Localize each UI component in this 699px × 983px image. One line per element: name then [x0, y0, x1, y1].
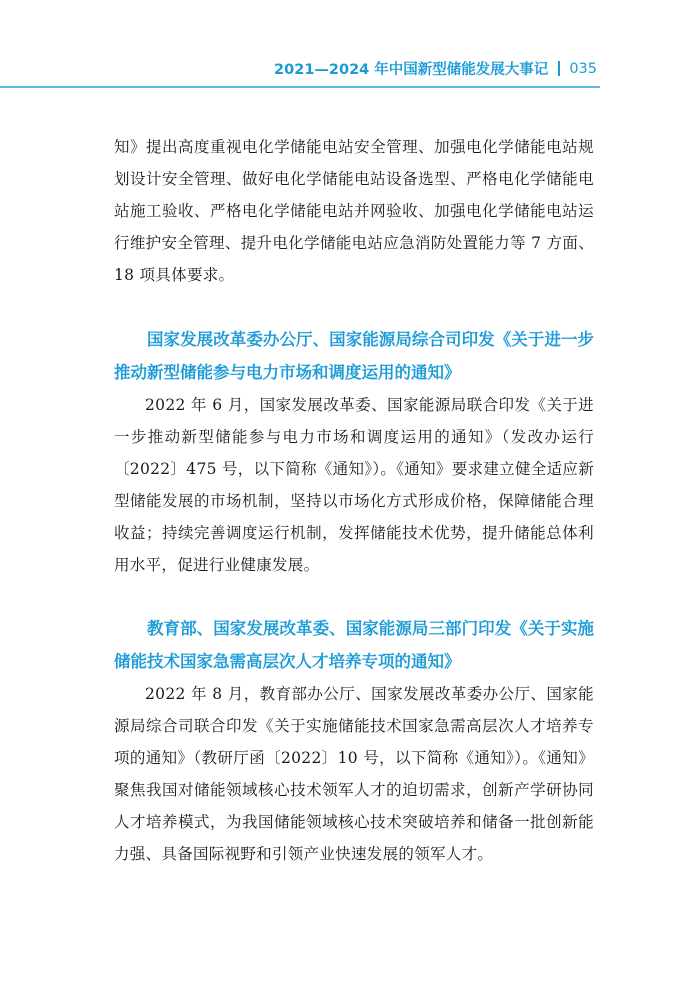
header-title: 2021—2024 年中国新型储能发展大事记 — [274, 62, 549, 78]
header-separator — [558, 61, 560, 76]
section-2-body: 2022 年 8 月，教育部办公厅、国家发展改革委办公厅、国家能源局综合司联合印发《关于实施储能技术国家急需高层次人才培养专项的通知》（教研厅函〔2022〕10 号，以下简称《通知》）。《通知》聚焦我国对储能领域核心技术领军人才的迫切需求，创新产学研协同人才培养模式，为我国储能领域核心技术突破培养和储备一批创新能力强、具备国际视野和引领产业快速发展的领军人才。 — [114, 685, 594, 863]
intro-paragraph: 知》提出高度重视电化学储能电站安全管理、加强电化学储能电站规划设计安全管理、做好电化学储能电站设备选型、严格电化学储能电站施工验收、严格电化学储能电站并网验收、加强电化学储能电站运行维护安全管理、提升电化学储能电站应急消防处置能力等 7 方面、18 项具体要求。 — [114, 138, 594, 284]
intro-paragraph-block — [114, 131, 594, 291]
section-2 — [114, 612, 594, 870]
section-1 — [114, 323, 594, 581]
section-1-heading: 国家发展改革委办公厅、国家能源局综合司印发《关于进一步推动新型储能参与电力市场和调度运用的通知》 — [114, 330, 594, 382]
section-1-body: 2022 年 6 月，国家发展改革委、国家能源局联合印发《关于进一步推动新型储能参与电力市场和调度运用的通知》（发改办运行〔2022〕475 号，以下简称《通知》）。《通知》要求建立健全适应新型储能发展的市场机制，坚持以市场化方式形成价格，保障储能合理收益；持续完善调度运行机制，发挥储能技术优势，提升储能总体利用水平，促进行业健康发展。 — [114, 396, 594, 574]
running-header — [274, 58, 597, 79]
page-number: 035 — [569, 60, 597, 77]
section-2-heading: 教育部、国家发展改革委、国家能源局三部门印发《关于实施储能技术国家急需高层次人才培养专项的通知》 — [114, 619, 594, 671]
header-rule — [0, 86, 600, 88]
